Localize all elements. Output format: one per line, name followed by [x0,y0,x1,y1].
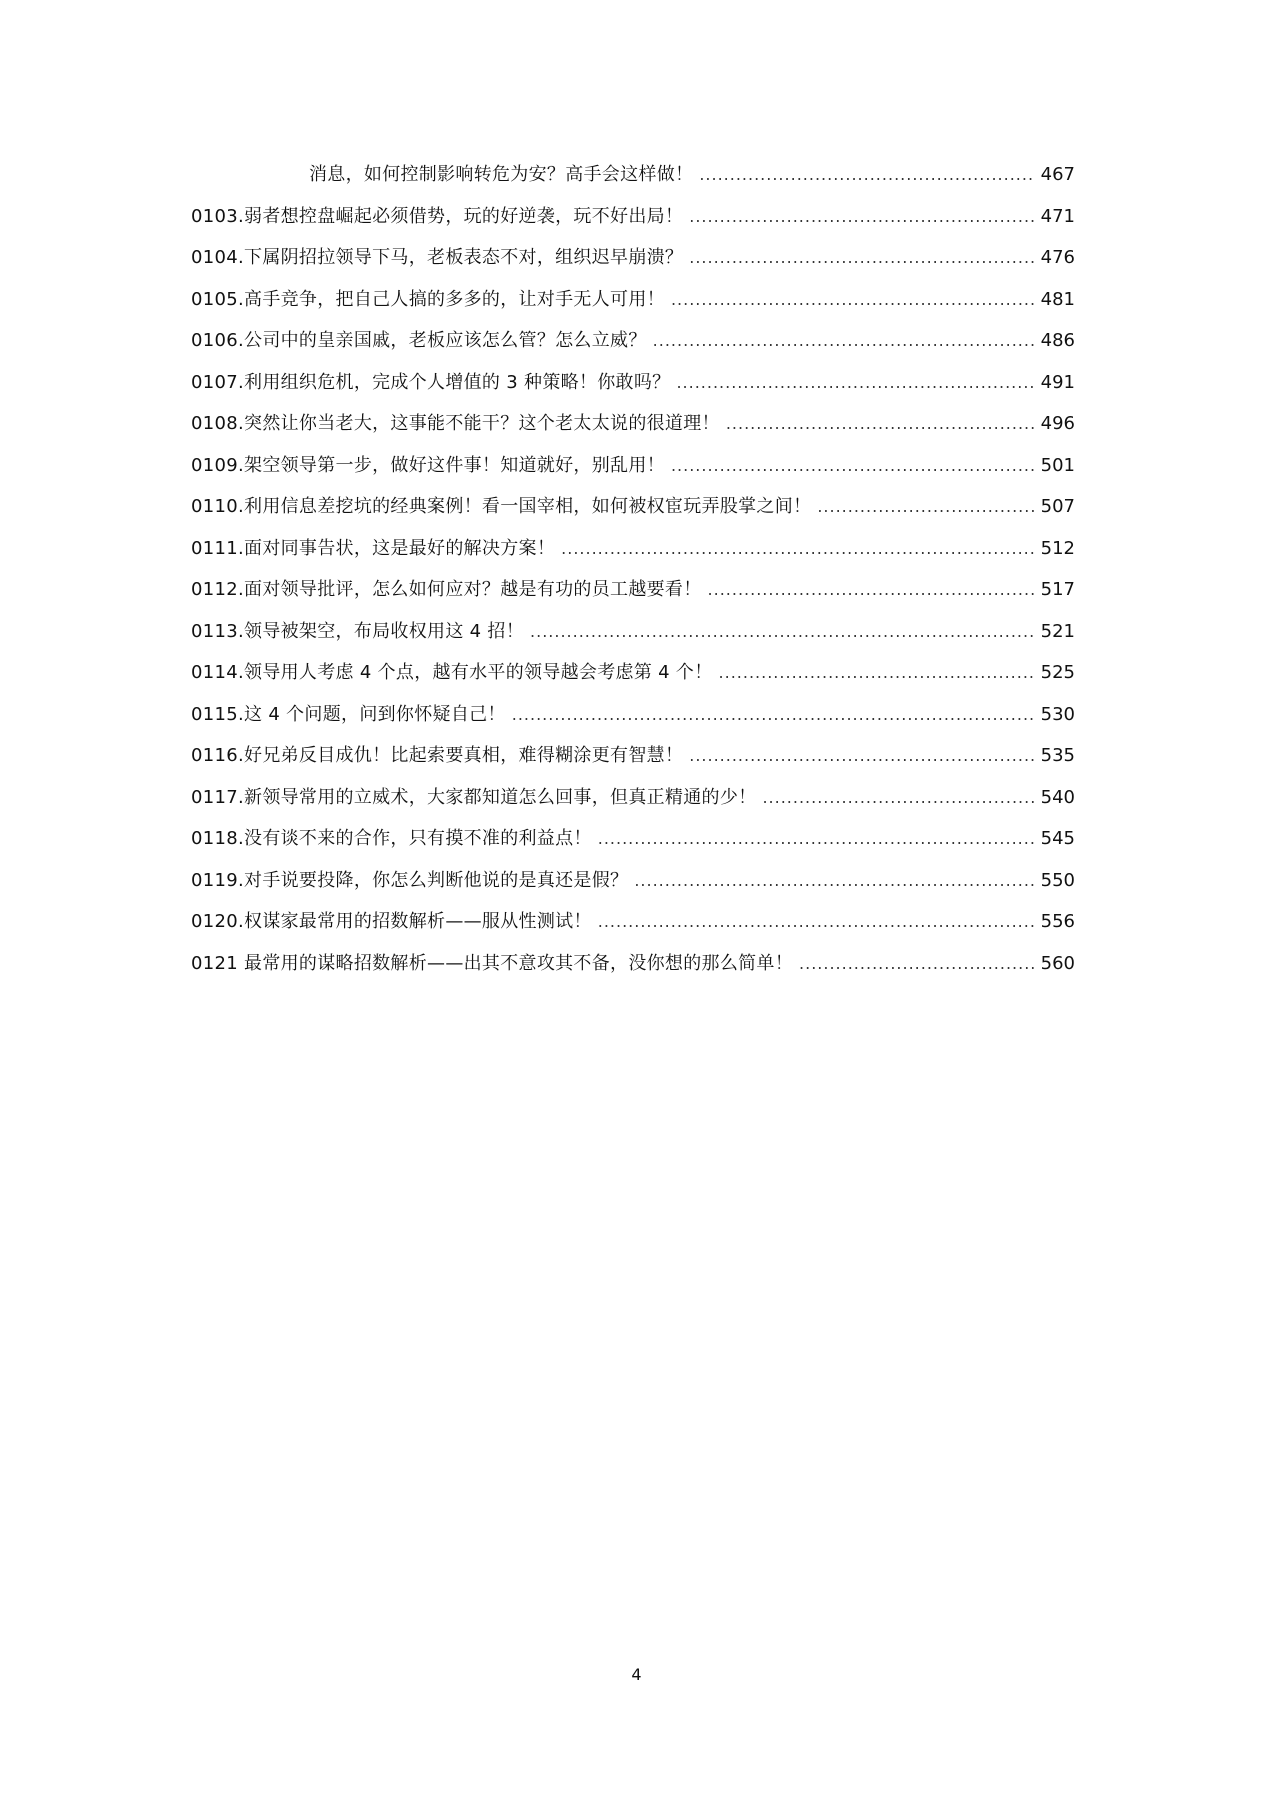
toc-entry[interactable] [191,907,1075,949]
toc-entry-page: 545 [1040,828,1075,849]
table-of-contents [191,160,1075,990]
toc-dot-leader [561,539,1035,558]
toc-entry-title: 0113.领导被架空，布局收权用这 4 招！ [191,620,525,642]
toc-dot-leader [598,912,1035,931]
toc-entry-title: 0105.高手竞争，把自己人搞的多多的，让对手无人可用！ [191,288,665,310]
toc-entry-page: 540 [1040,786,1075,808]
toc-entry-title: 0119.对手说要投降，你怎么判断他说的是真还是假？ [191,869,629,891]
toc-entry-title: 0116.好兄弟反目成仇！比起索要真相，难得糊涂更有智慧！ [191,745,684,766]
toc-entry[interactable] [191,492,1075,534]
toc-entry-title: 0117.新领导常用的立威术，大家都知道怎么回事，但真正精通的少！ [191,786,757,808]
toc-entry-page: 481 [1040,288,1075,310]
toc-dot-leader [719,663,1035,682]
toc-entry-title: 0104.下属阴招拉领导下马，老板表态不对，组织迟早崩溃？ [191,247,684,268]
toc-entry-title: 0109.架空领导第一步，做好这件事！知道就好，别乱用！ [191,454,665,476]
toc-dot-leader [799,954,1035,973]
toc-entry-page: 501 [1040,454,1075,476]
toc-entry[interactable] [191,409,1075,451]
toc-dot-leader [634,871,1034,890]
toc-dot-leader [653,331,1035,350]
toc-entry-page: 535 [1040,745,1075,766]
toc-entry-page: 467 [1040,164,1075,185]
page-number: 4 [631,1665,642,1684]
toc-entry[interactable] [191,824,1075,866]
toc-entry[interactable] [191,783,1075,825]
toc-dot-leader [689,746,1034,765]
toc-entry-page: 486 [1040,330,1075,351]
toc-entry[interactable] [191,326,1075,368]
toc-entry-page: 471 [1040,205,1075,227]
toc-entry-page: 507 [1040,496,1075,517]
toc-entry[interactable] [191,451,1075,493]
toc-entry-page: 476 [1040,247,1075,268]
toc-entry-page: 525 [1040,662,1075,683]
toc-dot-leader [598,829,1035,848]
toc-entry-title: 0111.面对同事告状，这是最好的解决方案！ [191,537,556,559]
toc-entry-title: 0115.这 4 个问题，问到你怀疑自己！ [191,703,506,725]
toc-entry[interactable] [191,534,1075,576]
toc-entry-page: 496 [1040,413,1075,434]
toc-entry-title: 0118.没有谈不来的合作，只有摸不准的利益点！ [191,828,592,849]
toc-entry[interactable] [191,202,1075,244]
toc-dot-leader [699,165,1034,184]
toc-dot-leader [530,622,1035,641]
toc-entry-title: 0108.突然让你当老大，这事能不能干？这个老太太说的很道理！ [191,413,720,434]
toc-dot-leader [708,580,1035,599]
toc-entry-title: 0110.利用信息差挖坑的经典案例！看一国宰相，如何被权宦玩弄股掌之间！ [191,496,812,517]
toc-entry-page: 530 [1040,703,1075,725]
toc-entry-page: 521 [1040,620,1075,642]
toc-entry-page: 560 [1040,952,1075,974]
toc-entry[interactable] [191,368,1075,410]
toc-dot-leader [689,207,1034,226]
toc-entry-page: 491 [1040,371,1075,393]
toc-entry-title: 0120.权谋家最常用的招数解析——服从性测试！ [191,911,592,932]
toc-entry[interactable] [191,575,1075,617]
toc-dot-leader [512,705,1035,724]
toc-entry[interactable] [191,949,1075,991]
toc-entry-title: 0121 最常用的谋略招数解析——出其不意攻其不备，没你想的那么简单！ [191,952,794,974]
toc-entry-title: 0103.弱者想控盘崛起必须借势，玩的好逆袭，玩不好出局！ [191,205,684,227]
toc-entry-title: 消息，如何控制影响转危为安？高手会这样做！ [309,164,694,185]
toc-dot-leader [689,248,1034,267]
toc-entry-page: 556 [1040,911,1075,932]
toc-dot-leader [726,414,1035,433]
toc-entry-title: 0114.领导用人考虑 4 个点，越有水平的领导越会考虑第 4 个！ [191,662,713,683]
toc-entry[interactable] [191,700,1075,742]
toc-dot-leader [671,456,1035,475]
toc-entry[interactable] [191,658,1075,700]
toc-entry[interactable] [191,160,1075,202]
toc-entry-title: 0112.面对领导批评，怎么如何应对？越是有功的员工越要看！ [191,579,702,600]
toc-entry[interactable] [191,285,1075,327]
toc-entry[interactable] [191,741,1075,783]
toc-entry[interactable] [191,243,1075,285]
toc-dot-leader [817,497,1034,516]
toc-dot-leader [762,788,1034,807]
toc-entry-page: 517 [1040,579,1075,600]
toc-entry-page: 550 [1040,869,1075,891]
toc-entry[interactable] [191,866,1075,908]
toc-dot-leader [676,373,1034,392]
toc-entry[interactable] [191,617,1075,659]
toc-entry-title: 0107.利用组织危机，完成个人增值的 3 种策略！你敢吗？ [191,371,671,393]
toc-entry-page: 512 [1040,537,1075,559]
toc-entry-title: 0106.公司中的皇亲国戚，老板应该怎么管？怎么立威？ [191,330,647,351]
toc-dot-leader [671,290,1035,309]
